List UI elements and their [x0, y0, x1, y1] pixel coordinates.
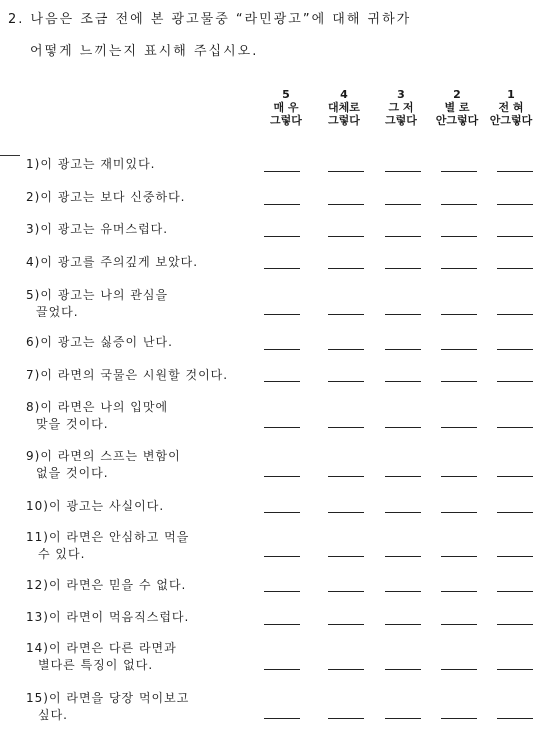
item-text: 13)이 라면이 먹음직스럽다.: [26, 610, 190, 624]
answer-blank-item10-option1[interactable]: [497, 512, 533, 513]
answer-blank-item1-option1[interactable]: [497, 171, 533, 172]
answer-blank-item15-option2[interactable]: [441, 718, 477, 719]
answer-blank-item7-option4[interactable]: [328, 381, 364, 382]
answer-blank-item4-option3[interactable]: [385, 268, 421, 269]
scale-label: 안그렇다: [489, 114, 533, 127]
answer-blank-item5-option5[interactable]: [264, 314, 300, 315]
answer-blank-item5-option3[interactable]: [385, 314, 421, 315]
survey-item-15: [26, 690, 266, 724]
item-text: 6)이 광고는 싫증이 난다.: [26, 335, 173, 349]
answer-blank-item7-option3[interactable]: [385, 381, 421, 382]
scale-option-1: [487, 88, 535, 127]
answer-blank-item6-option2[interactable]: [441, 349, 477, 350]
item-text: 15)이 라면을 당장 먹이보고: [26, 691, 190, 705]
answer-blank-item10-option3[interactable]: [385, 512, 421, 513]
answer-blank-item5-option2[interactable]: [441, 314, 477, 315]
survey-item-5: [26, 287, 266, 321]
answer-blank-item6-option5[interactable]: [264, 349, 300, 350]
survey-item-7: [26, 367, 266, 384]
answer-blank-item15-option5[interactable]: [264, 718, 300, 719]
answer-blank-item10-option5[interactable]: [264, 512, 300, 513]
survey-item-4: [26, 254, 266, 271]
survey-item-12: [26, 577, 266, 594]
answer-blank-item14-option3[interactable]: [385, 669, 421, 670]
answer-blank-item14-option4[interactable]: [328, 669, 364, 670]
answer-blank-item13-option5[interactable]: [264, 624, 300, 625]
answer-blank-item1-option2[interactable]: [441, 171, 477, 172]
scale-label: 그 저: [388, 101, 414, 114]
scale-label: 전 혀: [498, 101, 524, 114]
answer-blank-item13-option1[interactable]: [497, 624, 533, 625]
answer-blank-item12-option4[interactable]: [328, 591, 364, 592]
answer-blank-item4-option1[interactable]: [497, 268, 533, 269]
item-text: 10)이 광고는 사실이다.: [26, 499, 165, 513]
survey-item-10: [26, 498, 266, 515]
answer-blank-item8-option4[interactable]: [328, 427, 364, 428]
answer-blank-item3-option2[interactable]: [441, 236, 477, 237]
answer-blank-item2-option4[interactable]: [328, 204, 364, 205]
item-text-continued: 맞을 것이다.: [36, 417, 109, 431]
item-text-continued: 끌었다.: [36, 305, 79, 319]
answer-blank-item15-option4[interactable]: [328, 718, 364, 719]
scale-number: 5: [282, 88, 290, 101]
answer-blank-item11-option2[interactable]: [441, 556, 477, 557]
item-text: 14)이 라면은 다른 라면과: [26, 641, 177, 655]
answer-blank-item9-option2[interactable]: [441, 476, 477, 477]
answer-blank-item4-option2[interactable]: [441, 268, 477, 269]
question-title-continued: 어떻게 느끼는지 표시해 주십시오.: [30, 44, 259, 59]
question-title: 2. 나음은 조금 전에 본 광고물중 “라민광고”에 대해 귀하가: [8, 12, 412, 27]
answer-blank-item1-option4[interactable]: [328, 171, 364, 172]
scale-label: 대체로: [328, 101, 360, 114]
answer-blank-item11-option5[interactable]: [264, 556, 300, 557]
scale-label: 별 로: [444, 101, 470, 114]
answer-blank-item7-option2[interactable]: [441, 381, 477, 382]
answer-blank-item11-option1[interactable]: [497, 556, 533, 557]
survey-item-6: [26, 334, 266, 351]
answer-blank-item7-option5[interactable]: [264, 381, 300, 382]
answer-blank-item12-option3[interactable]: [385, 591, 421, 592]
answer-blank-item15-option1[interactable]: [497, 718, 533, 719]
answer-blank-item3-option4[interactable]: [328, 236, 364, 237]
item-text: 11)이 라면은 안심하고 먹을: [26, 530, 190, 544]
item-text-continued: 수 있다.: [38, 547, 86, 561]
item-text: 12)이 라면은 믿을 수 없다.: [26, 578, 187, 592]
answer-blank-item12-option1[interactable]: [497, 591, 533, 592]
item-text: 5)이 광고는 나의 관심을: [26, 288, 169, 302]
answer-blank-item12-option5[interactable]: [264, 591, 300, 592]
answer-blank-item15-option3[interactable]: [385, 718, 421, 719]
scale-number: 2: [453, 88, 461, 101]
answer-blank-item13-option2[interactable]: [441, 624, 477, 625]
answer-blank-item7-option1[interactable]: [497, 381, 533, 382]
survey-item-3: [26, 221, 266, 238]
item-text-continued: 싶다.: [38, 708, 68, 722]
item-text: 2)이 광고는 보다 신중하다.: [26, 190, 186, 204]
scale-label: 그렇다: [385, 114, 417, 127]
answer-blank-item9-option3[interactable]: [385, 476, 421, 477]
item-text: 7)이 라면의 국물은 시원할 것이다.: [26, 368, 229, 382]
answer-blank-item9-option1[interactable]: [497, 476, 533, 477]
survey-item-8: [26, 399, 266, 433]
answer-blank-item2-option5[interactable]: [264, 204, 300, 205]
answer-blank-item4-option4[interactable]: [328, 268, 364, 269]
scale-number: 4: [340, 88, 348, 101]
answer-blank-item13-option4[interactable]: [328, 624, 364, 625]
answer-blank-item13-option3[interactable]: [385, 624, 421, 625]
answer-blank-item1-option3[interactable]: [385, 171, 421, 172]
scale-number: 3: [397, 88, 405, 101]
answer-blank-item12-option2[interactable]: [441, 591, 477, 592]
answer-blank-item10-option4[interactable]: [328, 512, 364, 513]
answer-blank-item6-option3[interactable]: [385, 349, 421, 350]
answer-blank-item11-option4[interactable]: [328, 556, 364, 557]
answer-blank-item2-option3[interactable]: [385, 204, 421, 205]
item-text-continued: 별다른 특징이 없다.: [38, 658, 154, 672]
scale-option-3: [377, 88, 425, 127]
answer-blank-item14-option2[interactable]: [441, 669, 477, 670]
survey-item-13: [26, 609, 266, 626]
answer-blank-item5-option4[interactable]: [328, 314, 364, 315]
survey-item-1: [26, 156, 266, 173]
survey-item-14: [26, 640, 266, 674]
answer-blank-item8-option5[interactable]: [264, 427, 300, 428]
answer-blank-item3-option1[interactable]: [497, 236, 533, 237]
item-text: 3)이 광고는 유머스럽다.: [26, 222, 169, 236]
survey-item-2: [26, 189, 266, 206]
answer-blank-item9-option4[interactable]: [328, 476, 364, 477]
answer-blank-item8-option1[interactable]: [497, 427, 533, 428]
item-text: 4)이 광고를 주의깊게 보았다.: [26, 255, 199, 269]
scale-option-2: [433, 88, 481, 127]
answer-blank-item8-option2[interactable]: [441, 427, 477, 428]
answer-blank-item4-option5[interactable]: [264, 268, 300, 269]
answer-blank-item5-option1[interactable]: [497, 314, 533, 315]
scale-label: 그렇다: [328, 114, 360, 127]
answer-blank-item6-option4[interactable]: [328, 349, 364, 350]
scale-option-5: [262, 88, 310, 127]
answer-blank-item3-option3[interactable]: [385, 236, 421, 237]
scale-label: 안그렇다: [435, 114, 479, 127]
answer-blank-item10-option2[interactable]: [441, 512, 477, 513]
survey-item-9: [26, 448, 266, 482]
item-text: 8)이 라면은 나의 입맛에: [26, 400, 169, 414]
survey-item-11: [26, 529, 266, 563]
answer-blank-item3-option5[interactable]: [264, 236, 300, 237]
answer-blank-item6-option1[interactable]: [497, 349, 533, 350]
scale-number: 1: [507, 88, 515, 101]
answer-blank-item1-option5[interactable]: [264, 171, 300, 172]
answer-blank-item14-option1[interactable]: [497, 669, 533, 670]
item-text-continued: 없을 것이다.: [36, 466, 109, 480]
answer-blank-item2-option2[interactable]: [441, 204, 477, 205]
scale-label: 매 우: [273, 101, 299, 114]
scale-option-4: [320, 88, 368, 127]
stray-mark: [0, 155, 20, 156]
answer-blank-item9-option5[interactable]: [264, 476, 300, 477]
answer-blank-item2-option1[interactable]: [497, 204, 533, 205]
answer-blank-item8-option3[interactable]: [385, 427, 421, 428]
item-text: 9)이 라면의 스프는 변함이: [26, 449, 181, 463]
item-text: 1)이 광고는 재미있다.: [26, 157, 156, 171]
scale-label: 그렇다: [270, 114, 302, 127]
answer-blank-item11-option3[interactable]: [385, 556, 421, 557]
answer-blank-item14-option5[interactable]: [264, 669, 300, 670]
